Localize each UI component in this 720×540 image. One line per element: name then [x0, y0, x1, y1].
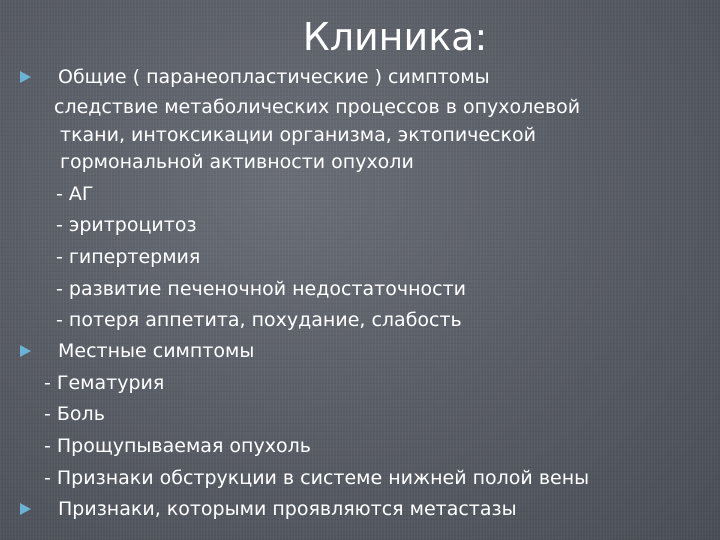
- bullet-heading-general: Общие ( паранеопластические ) симптомы: [58, 66, 490, 88]
- description-line: гормональной активности опухоли: [60, 151, 414, 173]
- list-item: - АГ: [56, 183, 94, 205]
- list-item: - гипертермия: [56, 246, 201, 268]
- slide-title: Клиника:: [302, 15, 488, 59]
- arrow-right-icon: [20, 345, 31, 357]
- list-item: - эритроцитоз: [56, 214, 197, 236]
- bullet-heading-local: Местные симптомы: [58, 340, 255, 362]
- arrow-right-icon: [20, 503, 31, 515]
- bullet-heading-metastases: Признаки, которыми проявляются метастазы: [58, 498, 517, 520]
- list-item: - Признаки обструкции в системе нижней полой вены: [44, 467, 590, 489]
- list-item: - Прощупываемая опухоль: [44, 435, 311, 457]
- list-item: - Боль: [44, 403, 105, 425]
- list-item: - развитие печеночной недостаточности: [56, 278, 466, 300]
- list-item: - Гематурия: [44, 372, 165, 394]
- description-line: ткани, интоксикации организма, эктопической: [60, 124, 536, 146]
- list-item: - потеря аппетита, похудание, слабость: [56, 309, 462, 331]
- arrow-right-icon: [20, 71, 31, 83]
- description-line: следствие метаболических процессов в опухолевой: [54, 96, 581, 118]
